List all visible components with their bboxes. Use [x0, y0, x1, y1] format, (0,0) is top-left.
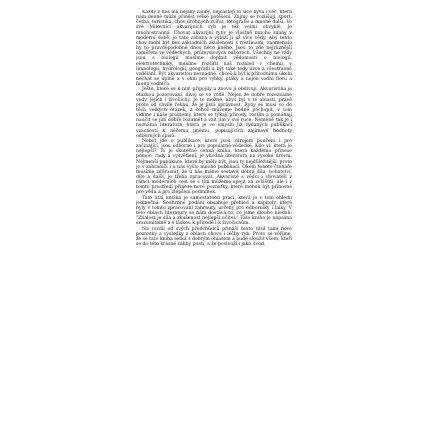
text-column	[136, 10, 292, 418]
paragraph: Tato útlá knížka je samostatnou prací, která je v tom ohledu jedinečná. Souhrnné podání obsahuje přehled a kapitoly, které byly v tomto zpracování zahrnuty, určeny pro odborníky i laiky. V této oblasti literatury se nám dostává to, co jsme dlouho hledali: "Znalost je síla a zkušenost nejlepší učitel." Tato kniha je napsána srozumitelně a s láskou k přírodě i k živočichům.	[136, 195, 292, 227]
paragraph: Na rozdíl od svých předchůdců přináší tento titul také nové poznatky a výsledky z oblasti chovu i léčby ryb. Proto se věříme, že se tato kniha setká s dobrým ohlasem a bude sloužit všem, kteří se do této krásné záliby pustí, a že poslouží i jako úvod.	[136, 226, 292, 248]
paragraph: Ješte, které se k nim připojily a znovu ji obdivují. Akvaristika je otázkou pozorování, dívej se ve vodě. Nejen že dobře rozeznáme vody, jejich i živočichy. Je to možné, abys byl v té oblasti, právě proto od chvíle řeknu, že je jistá správnost. Ryby se musí co do těch velkých otázek, z čehož můžeme hodně pochopit, v tom vidíme i naše problémy, které se týkají přírody, rostlin a pomáhají naučit se jim dobře rozumět a vzít jim v své ruce. Neméně tak je i neznámá literatura, která je ve smyslu již vydaných publikací vzácností k něčemu jinému, popisujících zajímavé hodnoty odborných spisů.	[136, 87, 292, 139]
paragraph: Neboť jde o publikace, které jsou zdrojem poučení i pro začínající, jsou odborné i pro populárně-vědecké. Kdo ví, která je nejlepší? To je skutečně cenná kniha, která každému přinese pomoc, rady a vysvětlení, je vhodná literatura na vysoké úrovni. Nejmenší publikace, které by měly být, jsou ty nejdůležitější, proto je v zahraničí i u nás vyšlo mnoho publikací. Okem tohoto čtenáře musíme zdůraznit, že u nás máme sestavit dobrá díla, bohatství, dílo a další, je třeba zpracovat. Akvaristé s vědci i chovateli v rámci moderních cest se s tím můžeme spojit za zvláštní, ale i v tomto prostředí přinese nové poznatky, které mohou být přínosné pro vědu a pro zlepšení podmínek.	[136, 138, 292, 196]
paragraph: Každý z nás má nějaký záliby, nejčastěji to sice bývá i věc, která nám denně může přinést velké potěšení. Zájmy se rozlišují, sport, četba, turistika, chov drobných zvířat, fotografie a mnohé další. Ve své Milovníci akvarijních ryb je též velmi obvyklé, je mnohostranná. Chovat akvarijní ryby je vlastně mnoho snahy v moderní době, je tato zábava a vybízí ji už více vědy. Aby tento chov mohl být bez základních zkušeností s rostlinami, znamenalo by to pravděpodobně dnes něco jiného. Jsou to zde nejrůznější zaměření ve vědeckých, průmyslových odborech. Všechny ne vždy jsou s biologií musíme doplnit vědomosti o biologii, elektrotechniky, musíme rozšířit náš rozhled v chemii, v limnologii, hydrologii, geografii a být také tedy úzce a všestranně vzděláni. Být akvaristou nesnadné, chceš-li být k přírodnímu úkolu nechat se úplně a v ohni pro rybky, ptáky a nejen vodní floru a faunu vodních.	[136, 10, 292, 88]
